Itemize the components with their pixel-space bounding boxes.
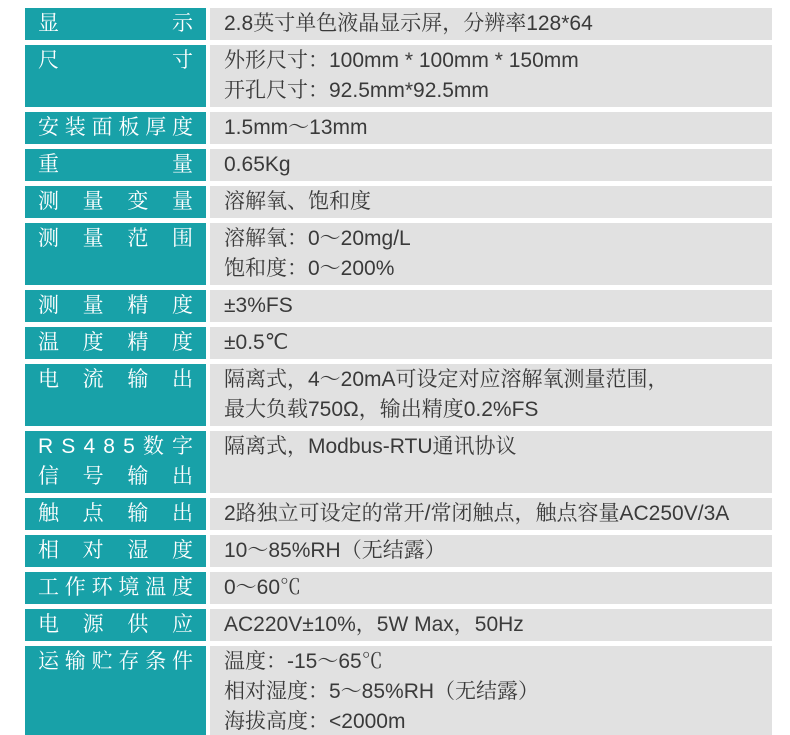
spec-label-line: 电 流 输 出 — [38, 368, 193, 391]
spec-value-line: 2.8英寸单色液晶显示屏，分辨率128*64 — [224, 12, 593, 35]
spec-row-transport-storage — [25, 646, 772, 735]
spec-value-cell — [210, 149, 772, 181]
spec-value-line: AC220V±10%，5W Max，50Hz — [224, 613, 524, 636]
spec-label-cell — [25, 572, 206, 604]
spec-row-contact-output — [25, 498, 772, 530]
spec-value-line: 开孔尺寸：92.5mm*92.5mm — [224, 79, 489, 102]
spec-row-measuring-range — [25, 223, 772, 285]
spec-value-cell — [210, 186, 772, 218]
spec-row-weight — [25, 149, 772, 181]
spec-label-cell — [25, 498, 206, 530]
spec-label-cell — [25, 364, 206, 426]
spec-label-line: 信 号 输 出 — [38, 465, 193, 488]
spec-row-power-supply — [25, 609, 772, 641]
spec-label-line: 测 量 范 围 — [38, 227, 193, 250]
spec-value-cell — [210, 572, 772, 604]
spec-label-line: 相 对 湿 度 — [38, 539, 193, 562]
spec-value-line: 相对湿度：5～85%RH（无结露） — [224, 680, 540, 703]
spec-label-cell — [25, 431, 206, 493]
spec-value-line: 10～85%RH（无结露） — [224, 539, 446, 562]
spec-value-cell — [210, 45, 772, 107]
spec-label-cell — [25, 149, 206, 181]
spec-label-line: R S 4 8 5 数 字 — [38, 435, 193, 458]
spec-label-cell — [25, 327, 206, 359]
spec-label-cell — [25, 223, 206, 285]
spec-table — [25, 8, 772, 735]
spec-value-cell — [210, 8, 772, 40]
spec-value-line: 温度：-15～65℃ — [224, 650, 383, 673]
spec-value-line: ±0.5℃ — [224, 331, 289, 354]
spec-label-cell — [25, 186, 206, 218]
spec-label-cell — [25, 646, 206, 735]
spec-value-cell — [210, 609, 772, 641]
spec-label-line: 工 作 环 境 温 度 — [38, 576, 193, 599]
spec-row-measuring-accuracy — [25, 290, 772, 322]
spec-value-line: 2路独立可设定的常开/常闭触点，触点容量AC250V/3A — [224, 502, 730, 525]
spec-value-line: 溶解氧、饱和度 — [224, 190, 371, 213]
spec-value-line: 0.65Kg — [224, 153, 291, 176]
spec-value-line: 1.5mm～13mm — [224, 116, 368, 139]
spec-label-line: 显 示 — [38, 12, 193, 35]
spec-label-cell — [25, 290, 206, 322]
spec-value-cell — [210, 535, 772, 567]
spec-label-line: 安 装 面 板 厚 度 — [38, 116, 193, 139]
spec-label-line: 测 量 精 度 — [38, 294, 193, 317]
spec-label-line: 温 度 精 度 — [38, 331, 193, 354]
spec-row-operating-temperature — [25, 572, 772, 604]
spec-row-current-output — [25, 364, 772, 426]
spec-label-line: 测 量 变 量 — [38, 190, 193, 213]
spec-value-cell — [210, 112, 772, 144]
spec-value-cell — [210, 498, 772, 530]
spec-label-line: 电 源 供 应 — [38, 613, 193, 636]
spec-label-line: 尺 寸 — [38, 49, 193, 72]
spec-value-cell — [210, 290, 772, 322]
spec-value-cell — [210, 646, 772, 735]
spec-value-cell — [210, 364, 772, 426]
spec-value-line: 海拔高度：<2000m — [224, 710, 406, 733]
spec-label-line: 重 量 — [38, 153, 193, 176]
spec-value-line: 隔离式，Modbus-RTU通讯协议 — [224, 435, 517, 458]
spec-label-cell — [25, 609, 206, 641]
spec-row-temperature-accuracy — [25, 327, 772, 359]
spec-label-line: 触 点 输 出 — [38, 502, 193, 525]
spec-value-line: 外形尺寸：100mm * 100mm * 150mm — [224, 49, 579, 72]
spec-value-line: 0～60℃ — [224, 576, 302, 599]
spec-value-line: ±3%FS — [224, 294, 293, 317]
spec-value-cell — [210, 431, 772, 493]
spec-label-line: 运 输 贮 存 条 件 — [38, 650, 193, 673]
spec-row-dimensions — [25, 45, 772, 107]
spec-label-cell — [25, 535, 206, 567]
spec-row-panel-thickness — [25, 112, 772, 144]
spec-row-measured-variables — [25, 186, 772, 218]
spec-row-rs485-output — [25, 431, 772, 493]
spec-value-cell — [210, 223, 772, 285]
spec-label-cell — [25, 112, 206, 144]
spec-label-cell — [25, 45, 206, 107]
spec-value-line: 最大负载750Ω，输出精度0.2%FS — [224, 398, 539, 421]
spec-value-line: 饱和度：0～200% — [224, 257, 395, 280]
spec-value-line: 隔离式，4～20mA可设定对应溶解氧测量范围， — [224, 368, 669, 391]
spec-value-cell — [210, 327, 772, 359]
spec-label-cell — [25, 8, 206, 40]
spec-row-display — [25, 8, 772, 40]
spec-value-line: 溶解氧：0～20mg/L — [224, 227, 411, 250]
spec-row-relative-humidity — [25, 535, 772, 567]
